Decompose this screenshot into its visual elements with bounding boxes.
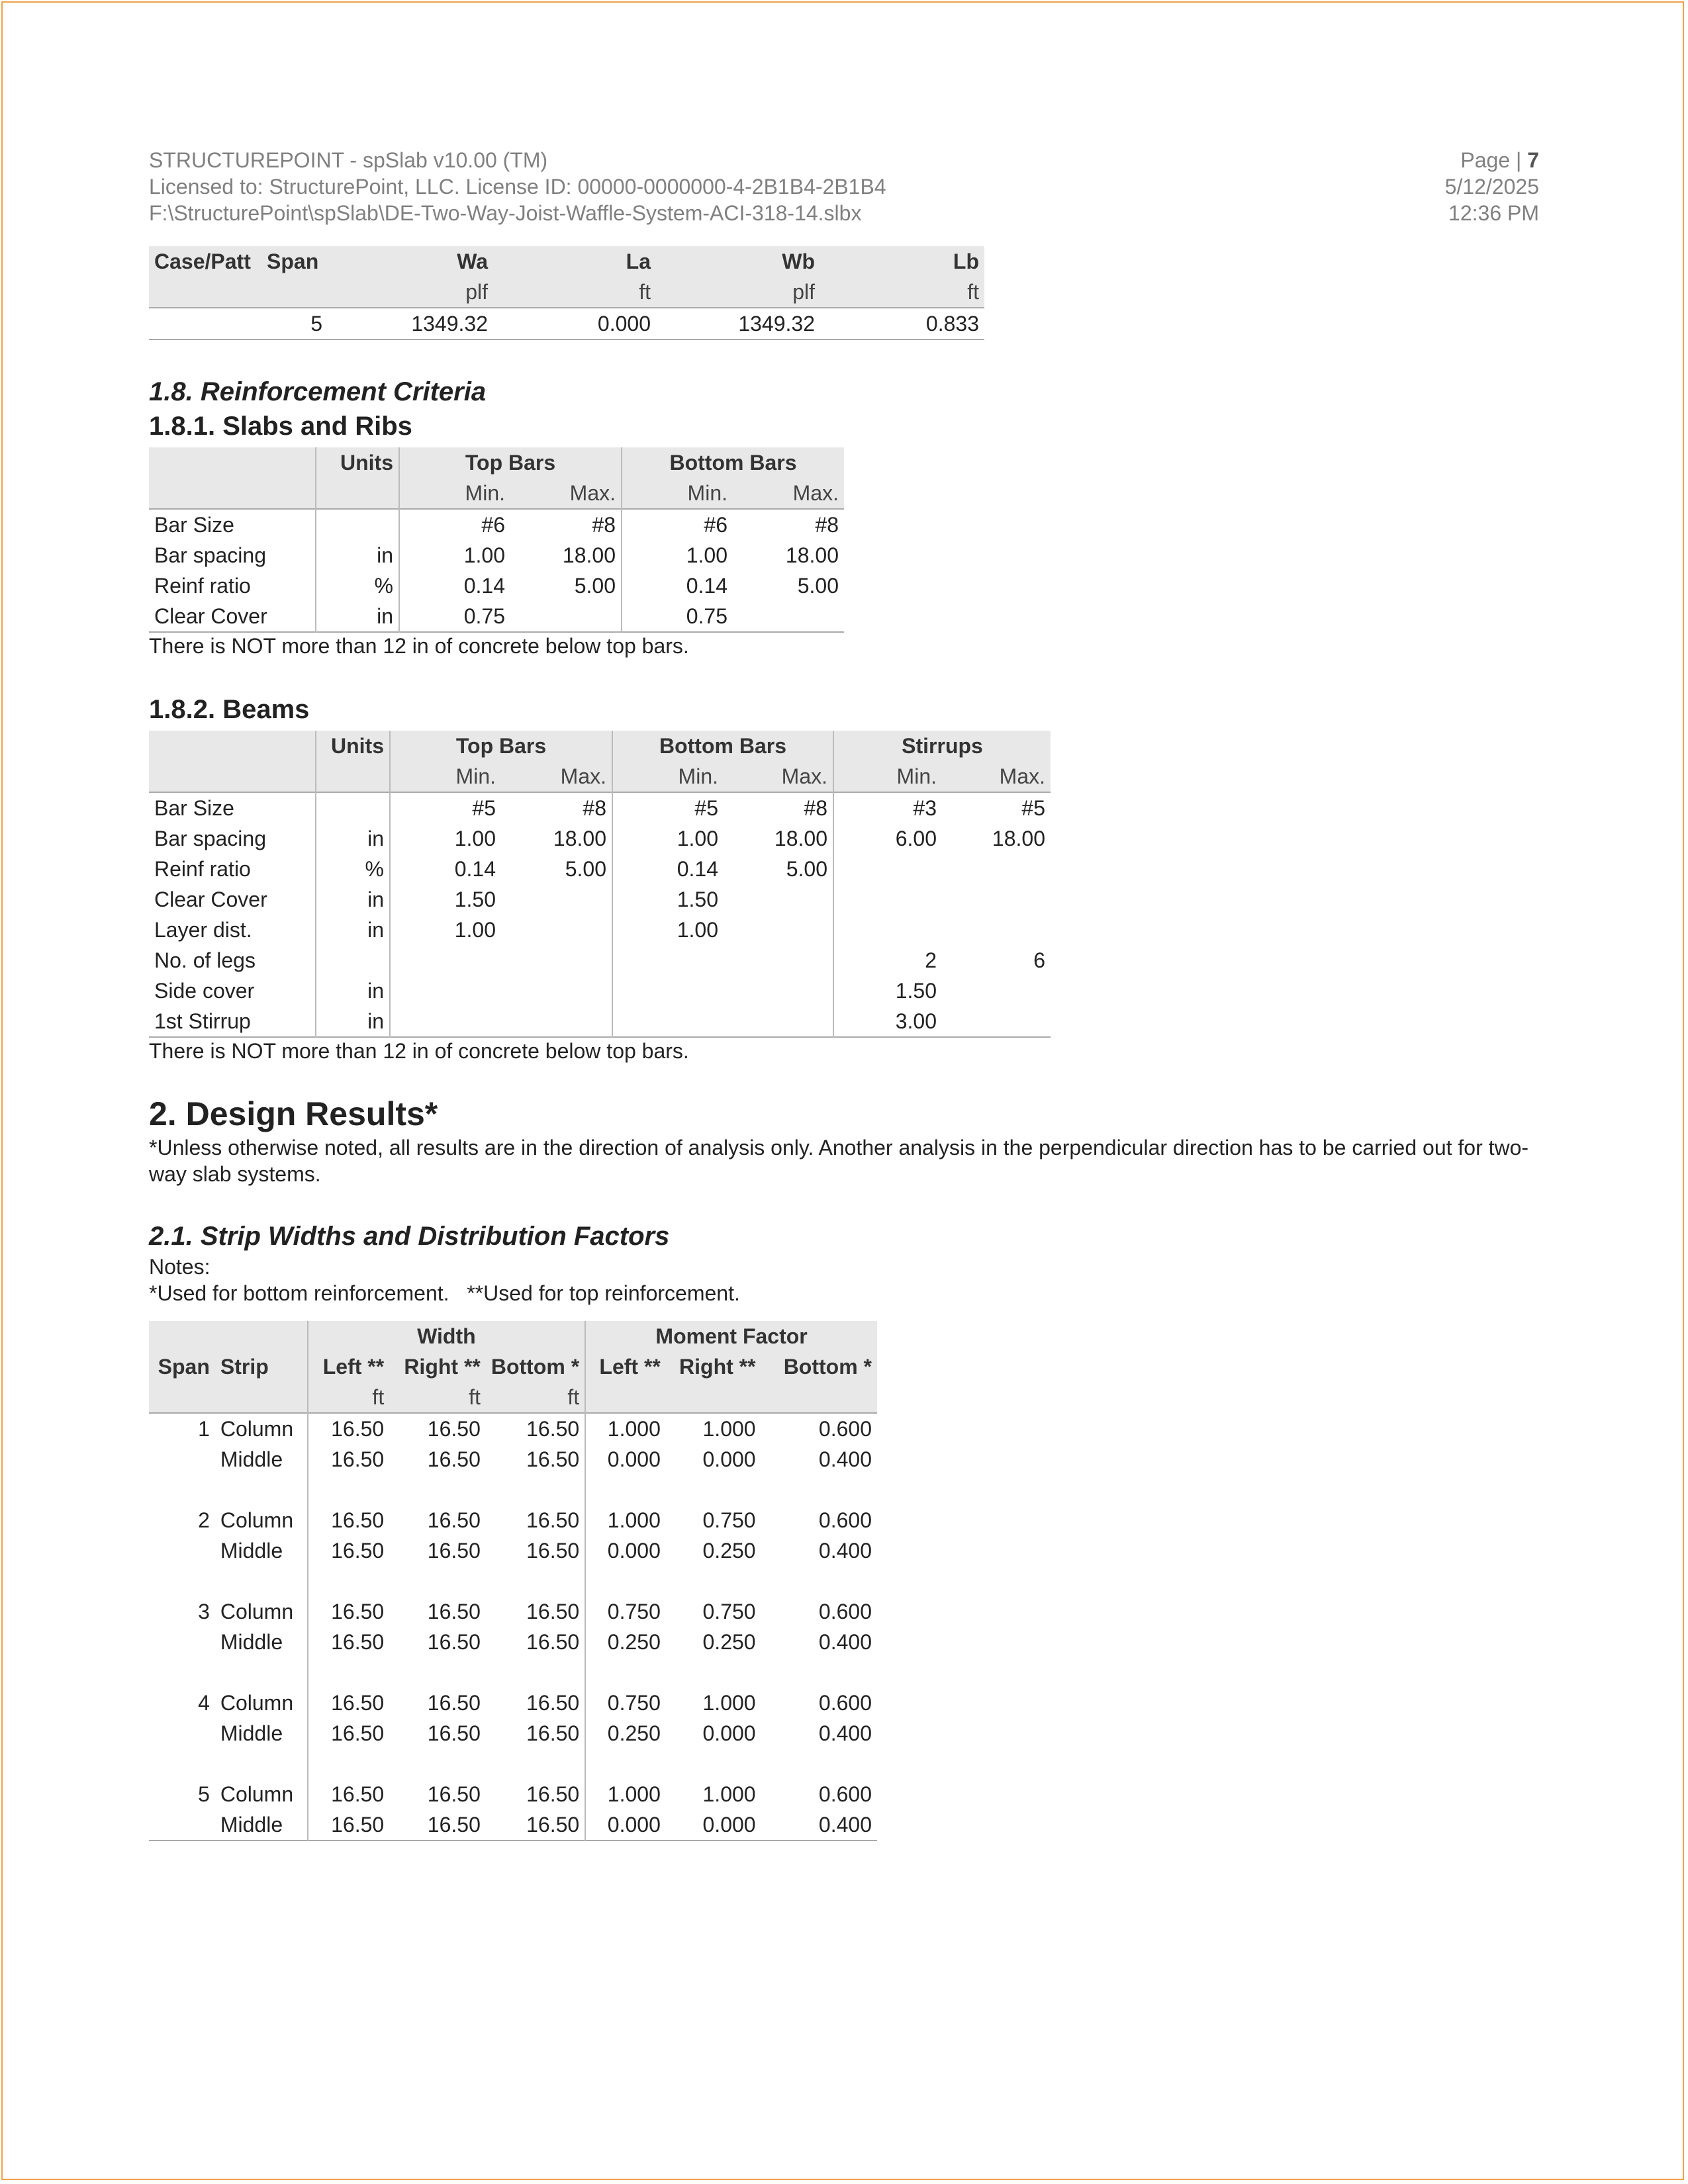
load-unit-lb: ft [820, 277, 984, 308]
span-cell: 5 [198, 1782, 210, 1806]
beams-header-min: Min. [833, 761, 942, 792]
unit-cell [316, 945, 390, 976]
value-cell: 16.50 [526, 1782, 580, 1806]
value-cell [724, 1006, 833, 1037]
value-cell: 16.50 [526, 1600, 580, 1623]
value-cell [724, 915, 833, 945]
strip-cell: Middle [220, 1630, 283, 1654]
slabs-note: There is NOT more than 12 in of concrete below top bars. [149, 634, 689, 658]
table-row [149, 1779, 877, 1809]
load-unit-wa: plf [328, 277, 493, 308]
header-right [1445, 147, 1539, 226]
value-cell: 18.00 [785, 543, 839, 567]
value-cell: 16.50 [308, 1444, 390, 1475]
value-cell: 0.000 [702, 1721, 756, 1745]
value-cell: 16.50 [427, 1600, 481, 1623]
value-cell [833, 884, 942, 915]
page-label: Page | [1460, 148, 1528, 172]
value-cell [942, 854, 1051, 884]
unit-cell [316, 792, 390, 823]
value-cell: 0.250 [702, 1539, 756, 1563]
table-row [149, 854, 1051, 884]
strip-header-left: Left ** [308, 1351, 390, 1382]
value-cell: 0.400 [818, 1447, 872, 1471]
load-cell [149, 308, 261, 340]
section-title-2-1: 2.1. Strip Widths and Distribution Factors [149, 1222, 670, 1251]
value-cell: 2 [833, 945, 942, 976]
value-cell: 0.750 [585, 1596, 666, 1627]
header-page [1445, 147, 1539, 173]
load-header-wb: Wb [656, 246, 820, 277]
unit-cell [316, 509, 399, 540]
value-cell: 16.50 [427, 1508, 481, 1532]
row-label: Side cover [154, 979, 255, 1003]
beams-note: There is NOT more than 12 in of concrete below top bars. [149, 1039, 689, 1063]
value-cell: 16.50 [308, 1505, 390, 1535]
value-cell: 16.50 [308, 1627, 390, 1657]
value-cell [733, 601, 844, 632]
value-cell: 16.50 [427, 1721, 481, 1745]
load-table [149, 246, 984, 340]
value-cell: #3 [833, 792, 942, 823]
value-cell: 16.50 [526, 1508, 580, 1532]
value-cell [942, 884, 1051, 915]
value-cell [501, 1006, 612, 1037]
beams-table [149, 731, 1051, 1038]
span-cell: 3 [198, 1600, 210, 1623]
value-cell [390, 945, 501, 976]
strip-cell: Middle [220, 1721, 283, 1745]
beams-header-top: Top Bars [390, 731, 612, 761]
value-cell: 3.00 [833, 1006, 942, 1037]
value-cell [724, 976, 833, 1006]
row-label: 1st Stirrup [154, 1009, 251, 1033]
table-row [149, 1688, 877, 1718]
load-header-span: Span [261, 246, 328, 277]
table-row [149, 1718, 877, 1749]
strip-cell: Middle [220, 1813, 283, 1837]
section-title-2: 2. Design Results* [149, 1095, 438, 1132]
value-cell [612, 976, 724, 1006]
row-label: Bar spacing [154, 827, 266, 850]
load-cell: 5 [310, 312, 322, 336]
load-cell: 1349.32 [411, 312, 488, 336]
strip-unit: ft [486, 1382, 585, 1413]
value-cell: 1.00 [622, 540, 733, 570]
unit-cell: in [316, 540, 399, 570]
value-cell [833, 854, 942, 884]
value-cell: #6 [622, 509, 733, 540]
value-cell: 0.600 [818, 1508, 872, 1532]
slabs-header-bottom: Bottom Bars [622, 447, 844, 478]
strip-cell: Column [220, 1600, 294, 1623]
value-cell: 5.00 [565, 857, 606, 881]
value-cell [501, 884, 612, 915]
strip-header-mf-left: Left ** [585, 1351, 666, 1382]
value-cell: 0.000 [585, 1809, 666, 1841]
value-cell: 0.600 [818, 1691, 872, 1715]
strip-header-moment-factor: Moment Factor [585, 1321, 877, 1351]
span-cell: 1 [198, 1417, 210, 1441]
slabs-header-top: Top Bars [399, 447, 622, 478]
unit-cell: % [316, 854, 390, 884]
value-cell [942, 1006, 1051, 1037]
section-title-1-8: 1.8. Reinforcement Criteria [149, 377, 487, 406]
span-cell: 4 [198, 1691, 210, 1715]
value-cell: 16.50 [427, 1630, 481, 1654]
header-program: STRUCTUREPOINT - spSlab v10.00 (TM) [149, 148, 548, 172]
value-cell: #5 [390, 792, 501, 823]
strip-cell: Column [220, 1782, 294, 1806]
section-title-1-8-2: 1.8.2. Beams [149, 695, 310, 724]
strip-header-strip: Strip [215, 1351, 308, 1382]
table-row [149, 601, 844, 632]
table-row [149, 570, 844, 601]
load-header-wa: Wa [328, 246, 493, 277]
unit-cell: in [316, 601, 399, 632]
value-cell [510, 601, 622, 632]
value-cell [612, 1006, 724, 1037]
strip-table [149, 1321, 877, 1841]
value-cell [612, 945, 724, 976]
unit-cell: in [316, 823, 390, 854]
value-cell [724, 884, 833, 915]
row-label: Bar Size [154, 513, 234, 537]
value-cell: #6 [399, 509, 510, 540]
header-left [149, 147, 886, 226]
table-row [149, 884, 1051, 915]
value-cell: 0.600 [818, 1417, 872, 1441]
value-cell: 5.00 [786, 857, 827, 881]
strip-cell: Middle [220, 1539, 283, 1563]
table-row [149, 823, 1051, 854]
unit-cell: in [316, 915, 390, 945]
value-cell: 16.50 [526, 1630, 580, 1654]
unit-cell: in [316, 884, 390, 915]
row-label: Bar spacing [154, 543, 266, 567]
beams-header-min: Min. [612, 761, 724, 792]
value-cell [942, 976, 1051, 1006]
span-cell: 2 [198, 1508, 210, 1532]
design-results-note: *Unless otherwise noted, all results are in the direction of analysis only. Another analysis in the perpendicular direction has to be carried out for two-way slab systems. [149, 1136, 1529, 1186]
beams-header-stirrups: Stirrups [833, 731, 1051, 761]
value-cell: 0.250 [702, 1630, 756, 1654]
value-cell: 0.400 [818, 1721, 872, 1745]
table-row [149, 1809, 877, 1841]
unit-cell: % [316, 570, 399, 601]
strip-unit: ft [308, 1382, 390, 1413]
value-cell: 16.50 [526, 1417, 580, 1441]
strip-unit: ft [389, 1382, 486, 1413]
value-cell: 16.50 [427, 1782, 481, 1806]
slabs-table [149, 447, 844, 633]
table-row [149, 976, 1051, 1006]
beams-header-max: Max. [724, 761, 833, 792]
table-row [149, 1413, 877, 1444]
value-cell: 0.400 [818, 1813, 872, 1837]
value-cell: 16.50 [526, 1721, 580, 1745]
table-row [149, 1006, 1051, 1037]
value-cell [390, 1006, 501, 1037]
strip-header-span: Span [149, 1351, 215, 1382]
strip-notes-text: *Used for bottom reinforcement. **Used for top reinforcement. [149, 1281, 740, 1305]
header-time: 12:36 PM [1448, 201, 1539, 225]
value-cell [942, 915, 1051, 945]
value-cell: 18.00 [553, 827, 606, 850]
table-row [149, 509, 844, 540]
value-cell: #5 [1021, 796, 1045, 820]
value-cell: 0.400 [818, 1539, 872, 1563]
value-cell: 1.50 [612, 884, 724, 915]
value-cell: 0.14 [399, 570, 510, 601]
value-cell [390, 976, 501, 1006]
value-cell: 0.750 [702, 1508, 756, 1532]
value-cell: 0.000 [585, 1444, 666, 1475]
page-header [149, 147, 1539, 226]
strip-header-mf-right: Right ** [666, 1351, 761, 1382]
strip-cell: Middle [220, 1447, 283, 1471]
value-cell [833, 915, 942, 945]
value-cell: #5 [612, 792, 724, 823]
value-cell [724, 945, 833, 976]
load-header-case: Case/Patt [149, 246, 261, 277]
value-cell: 0.75 [399, 601, 510, 632]
beams-header-max: Max. [942, 761, 1051, 792]
header-date: 5/12/2025 [1444, 175, 1539, 199]
load-unit-wb: plf [656, 277, 820, 308]
value-cell [501, 915, 612, 945]
table-row [149, 1444, 877, 1475]
row-label: Reinf ratio [154, 857, 251, 881]
value-cell: 16.50 [526, 1539, 580, 1563]
value-cell: 16.50 [308, 1413, 390, 1444]
value-cell: 1.000 [585, 1413, 666, 1444]
value-cell: 0.600 [818, 1782, 872, 1806]
strip-cell: Column [220, 1691, 294, 1715]
value-cell [501, 976, 612, 1006]
strip-cell: Column [220, 1508, 294, 1532]
load-cell: 0.833 [925, 312, 979, 336]
page-number: 7 [1527, 148, 1539, 172]
value-cell: 16.50 [526, 1813, 580, 1837]
row-label: Reinf ratio [154, 574, 251, 598]
value-cell: 16.50 [526, 1691, 580, 1715]
beams-header-units: Units [316, 731, 390, 761]
unit-cell: in [316, 976, 390, 1006]
slabs-header-min: Min. [622, 478, 733, 509]
table-row [149, 915, 1051, 945]
table-row [149, 1535, 877, 1566]
value-cell: #8 [592, 513, 616, 537]
row-label: No. of legs [154, 948, 256, 972]
load-header-lb: Lb [820, 246, 984, 277]
unit-cell: in [316, 1006, 390, 1037]
strip-header-width: Width [308, 1321, 586, 1351]
beams-header-min: Min. [390, 761, 501, 792]
value-cell: 18.00 [562, 543, 616, 567]
value-cell: 16.50 [308, 1718, 390, 1749]
value-cell: 0.250 [585, 1718, 666, 1749]
value-cell: 16.50 [427, 1539, 481, 1563]
row-label: Layer dist. [154, 918, 252, 942]
value-cell: 1.00 [612, 915, 724, 945]
value-cell: 5.00 [574, 574, 616, 598]
value-cell: 16.50 [427, 1447, 481, 1471]
value-cell: 1.000 [702, 1417, 756, 1441]
beams-header-bottom: Bottom Bars [612, 731, 833, 761]
row-label: Clear Cover [154, 604, 267, 628]
table-row [149, 1627, 877, 1657]
value-cell: 16.50 [308, 1809, 390, 1841]
value-cell: 16.50 [308, 1596, 390, 1627]
value-cell: 16.50 [526, 1447, 580, 1471]
value-cell: 0.400 [818, 1630, 872, 1654]
value-cell: 16.50 [308, 1535, 390, 1566]
value-cell: 1.50 [390, 884, 501, 915]
value-cell: 0.14 [622, 570, 733, 601]
value-cell: 16.50 [427, 1691, 481, 1715]
value-cell: 0.75 [622, 601, 733, 632]
table-row [149, 1505, 877, 1535]
value-cell: 1.00 [390, 915, 501, 945]
value-cell: 1.00 [612, 823, 724, 854]
value-cell: 0.14 [390, 854, 501, 884]
value-cell: 1.000 [585, 1779, 666, 1809]
page-content [149, 147, 1539, 1841]
row-label: Clear Cover [154, 887, 267, 911]
value-cell: 0.000 [702, 1447, 756, 1471]
load-header-la: La [493, 246, 656, 277]
section-title-1-8-1: 1.8.1. Slabs and Ribs [149, 412, 412, 441]
slabs-header-max: Max. [733, 478, 844, 509]
table-row [149, 945, 1051, 976]
strip-header-mf-bottom: Bottom * [761, 1351, 877, 1382]
value-cell: 1.50 [833, 976, 942, 1006]
value-cell: 16.50 [308, 1688, 390, 1718]
load-unit-la: ft [493, 277, 656, 308]
value-cell: 0.000 [702, 1813, 756, 1837]
value-cell: 1.00 [399, 540, 510, 570]
value-cell: 16.50 [308, 1779, 390, 1809]
value-cell: #8 [804, 796, 827, 820]
strip-header-right: Right ** [389, 1351, 486, 1382]
value-cell [501, 945, 612, 976]
value-cell: 1.000 [702, 1782, 756, 1806]
table-row [149, 540, 844, 570]
value-cell: 0.750 [585, 1688, 666, 1718]
value-cell: 18.00 [774, 827, 827, 850]
value-cell: 18.00 [992, 827, 1045, 850]
value-cell: #8 [815, 513, 839, 537]
value-cell: 0.600 [818, 1600, 872, 1623]
slabs-header-max: Max. [510, 478, 622, 509]
value-cell: 6.00 [833, 823, 942, 854]
load-cell: 1349.32 [738, 312, 815, 336]
table-row [149, 1596, 877, 1627]
table-row [149, 792, 1051, 823]
header-license: Licensed to: StructurePoint, LLC. License ID: 00000-0000000-4-2B1B4-2B1B4 [149, 175, 886, 199]
value-cell: 16.50 [427, 1417, 481, 1441]
value-cell: 1.00 [390, 823, 501, 854]
load-cell: 0.000 [597, 312, 651, 336]
value-cell: 1.000 [585, 1505, 666, 1535]
value-cell: 16.50 [427, 1813, 481, 1837]
value-cell: 0.000 [585, 1535, 666, 1566]
slabs-header-min: Min. [399, 478, 510, 509]
value-cell: 0.250 [585, 1627, 666, 1657]
beams-header-max: Max. [501, 761, 612, 792]
slabs-header-units: Units [316, 447, 399, 478]
strip-notes-label: Notes: [149, 1255, 211, 1279]
value-cell: #8 [583, 796, 606, 820]
value-cell: 0.750 [702, 1600, 756, 1623]
value-cell: 0.14 [612, 854, 724, 884]
table-row [149, 308, 984, 340]
value-cell: 5.00 [797, 574, 839, 598]
value-cell: 6 [1033, 948, 1045, 972]
strip-cell: Column [220, 1417, 294, 1441]
value-cell: 1.000 [702, 1691, 756, 1715]
header-file-path: F:\StructurePoint\spSlab\DE-Two-Way-Joist-Waffle-System-ACI-318-14.slbx [149, 201, 862, 225]
row-label: Bar Size [154, 796, 234, 820]
strip-header-bottom: Bottom * [486, 1351, 585, 1382]
